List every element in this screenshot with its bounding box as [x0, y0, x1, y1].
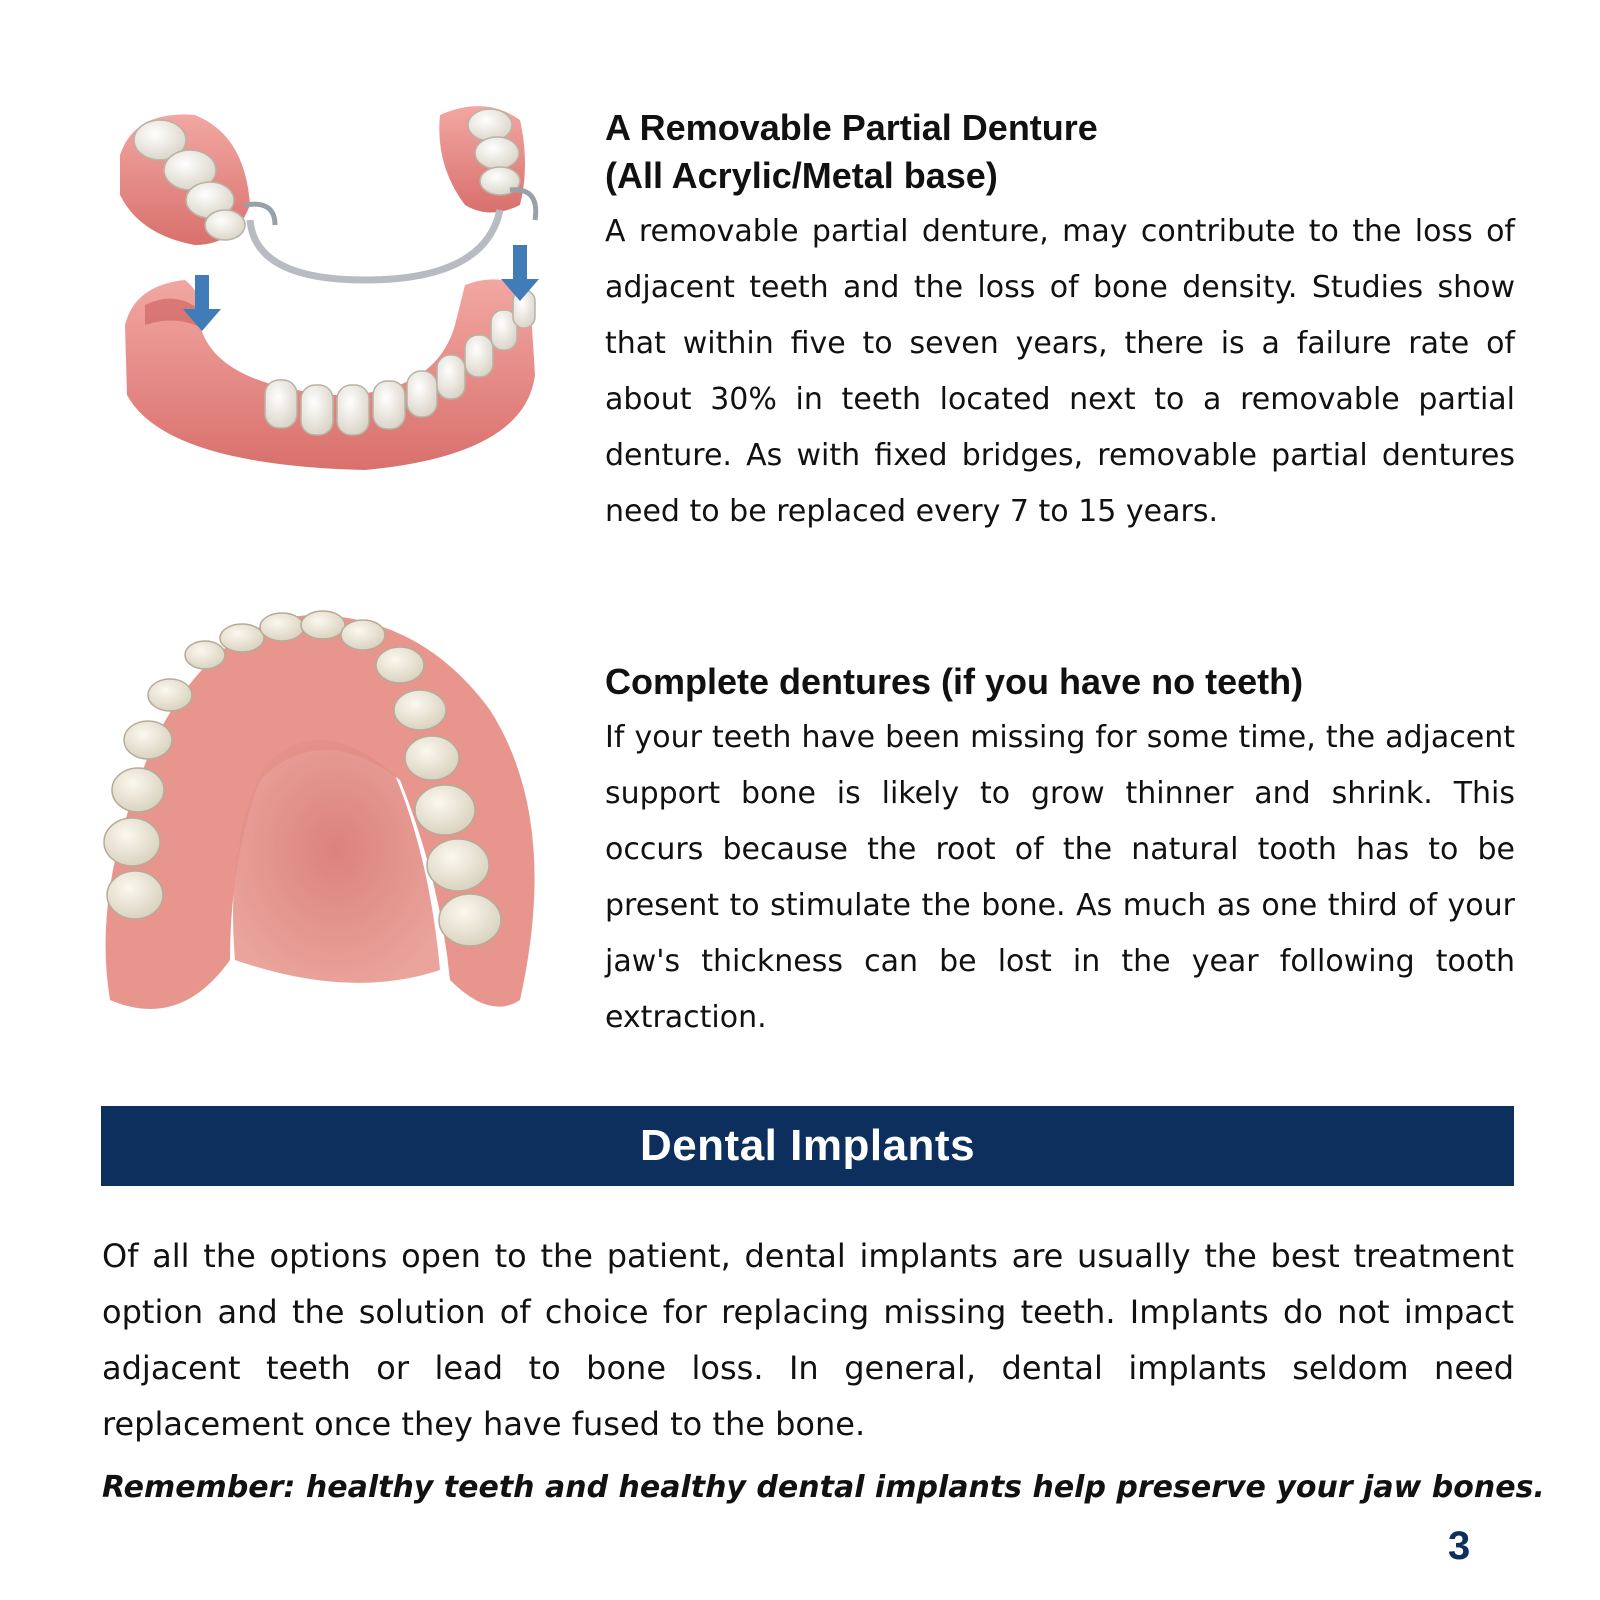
- complete-dentures-section: [605, 658, 1515, 1046]
- banner-title: Dental Implants: [639, 1121, 976, 1170]
- partial-denture-illustration: [105, 95, 565, 485]
- remember-note: Remember: healthy teeth and healthy dental implants help preserve your jaw bones.: [102, 1470, 1545, 1505]
- implants-body: Of all the options open to the patient, dental implants are usually the best treatment option and the solution of choice for replacing missing teeth. Implants do not impact adjacent teeth or lead to bone loss. In general, dental implants seldom need replacement once they have fused to the bone.: [102, 1237, 1514, 1443]
- section-body: If your teeth have been missing for some time, the adjacent support bone is likely to grow thinner and shrink. This occurs because the root of the natural tooth has to be present to stimulate the bone. As much as one third of your jaw's thickness can be lost in the year following tooth extraction.: [605, 720, 1515, 1035]
- section-subtitle: (All Acrylic/Metal base): [605, 155, 998, 196]
- metal-connector: [250, 210, 500, 280]
- page-number: 3: [1448, 1524, 1471, 1568]
- section-title: Complete dentures (if you have no teeth): [605, 661, 1304, 702]
- removable-partial-denture-section: [605, 104, 1515, 540]
- complete-denture-drawing: [20, 580, 580, 1070]
- complete-denture-illustration: [20, 580, 580, 1070]
- section-body: A removable partial denture, may contribute to the loss of adjacent teeth and the loss of bone density. Studies show that within five to seven years, there is a failure rate of about 30% in teeth located next to a removable partial denture. As with fixed bridges, removable partial dentures need to be replaced every 7 to 15 years.: [605, 214, 1515, 529]
- section-title: A Removable Partial Denture: [605, 107, 1098, 148]
- dental-implants-banner: [101, 1106, 1514, 1186]
- partial-denture-drawing: [105, 95, 565, 485]
